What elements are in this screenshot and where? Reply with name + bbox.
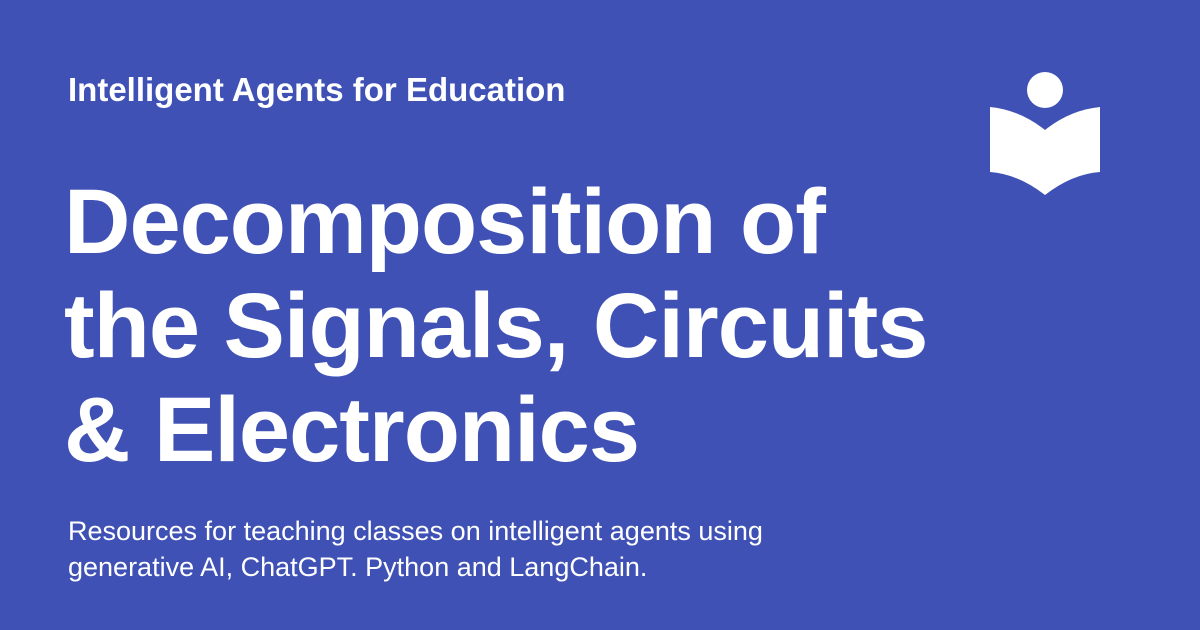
book-right-page bbox=[1045, 107, 1100, 195]
title-line: the Signals, Circuits bbox=[64, 275, 928, 377]
description-line: generative AI, ChatGPT. Python and LangChain. bbox=[68, 552, 648, 582]
logo bbox=[985, 70, 1105, 200]
book-left-page bbox=[990, 107, 1045, 195]
reader-book-icon bbox=[985, 70, 1105, 200]
title-line: & Electronics bbox=[64, 379, 639, 481]
site-name: Intelligent Agents for Education bbox=[68, 71, 566, 108]
description-line: Resources for teaching classes on intelligent agents using bbox=[68, 516, 763, 546]
title-line: Decomposition of bbox=[64, 171, 825, 273]
page-title bbox=[64, 170, 944, 482]
reader-head bbox=[1027, 72, 1063, 108]
page-description bbox=[68, 513, 848, 585]
